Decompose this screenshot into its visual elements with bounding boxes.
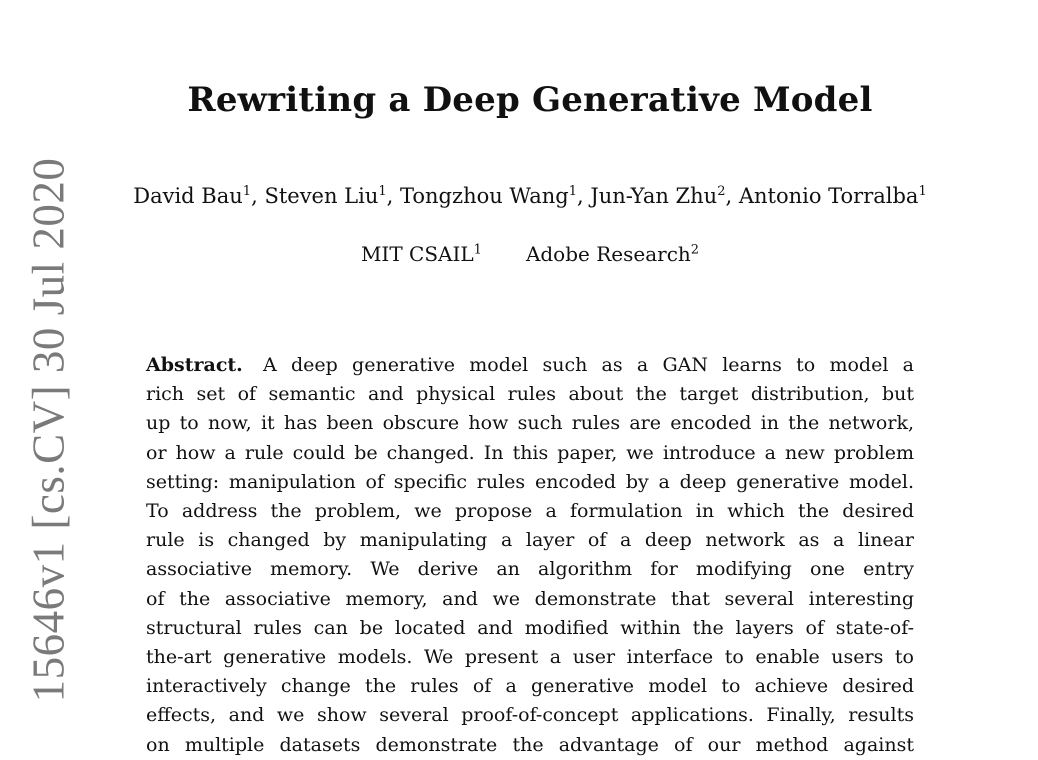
affiliation: Adobe Research$^2$ [525, 242, 700, 266]
affiliation: MIT CSAIL$^1$ [360, 242, 482, 266]
abstract-line: rich set of semantic and physical rules about the target distribution, but [146, 383, 914, 406]
author-list: David Bau$^1$, Steven Liu$^1$, Tongzhou Wang$^1$, Jun-Yan Zhu$^2$, Antonio Torralba$^1$ [133, 184, 927, 208]
abstract-line: setting: manipulation of specific rules encoded by a deep generative model. [146, 470, 914, 493]
author: Antonio Torralba$^1$ [738, 184, 927, 208]
abstract-line: up to now, it has been obscure how such rules are encoded in the network, [146, 412, 914, 435]
paper-title: Rewriting a Deep Generative Model [187, 80, 873, 120]
affiliation-mark: 2 [690, 242, 700, 258]
abstract-line: associative memory. We derive an algorithm for modifying one entry [146, 558, 914, 581]
abstract-line: of the associative memory, and we demonstrate that several interesting [146, 587, 914, 610]
author: Jun-Yan Zhu$^2$ [590, 184, 726, 208]
abstract-line: the-art generative models. We present a user interface to enable users to [146, 646, 914, 669]
abstract [146, 351, 914, 760]
abstract-line: To address the problem, we propose a formulation in which the desired [146, 500, 914, 523]
arxiv-identifier-stamp: 15646v1 [cs.CV] 30 Jul 2020 [23, 157, 74, 703]
affiliation-mark: 1 [918, 184, 927, 199]
author: Steven Liu$^1$ [264, 184, 387, 208]
abstract-line: effects, and we show several proof-of-concept applications. Finally, results [146, 704, 914, 727]
affiliation-list [0, 240, 1038, 268]
author: David Bau$^1$ [133, 184, 252, 208]
affiliation-mark: 1 [378, 184, 387, 199]
author: Tongzhou Wang$^1$ [400, 184, 577, 208]
affiliation-mark: 1 [473, 242, 482, 258]
affiliation-mark: 1 [242, 184, 252, 199]
abstract-line: interactively change the rules of a generative model to achieve desired [146, 675, 914, 698]
abstract-line: Abstract. A deep generative model such as a GAN learns to model a [146, 354, 914, 376]
abstract-line: on multiple datasets demonstrate the advantage of our method against [146, 733, 914, 756]
affiliation-mark: 1 [568, 184, 577, 199]
abstract-label: Abstract. [146, 354, 243, 376]
abstract-line: rule is changed by manipulating a layer of a deep network as a linear [146, 529, 914, 552]
abstract-line: structural rules can be located and modified within the layers of state-of- [146, 616, 914, 639]
abstract-line: or how a rule could be changed. In this paper, we introduce a new problem [146, 441, 914, 464]
affiliation-mark: 2 [717, 184, 726, 199]
